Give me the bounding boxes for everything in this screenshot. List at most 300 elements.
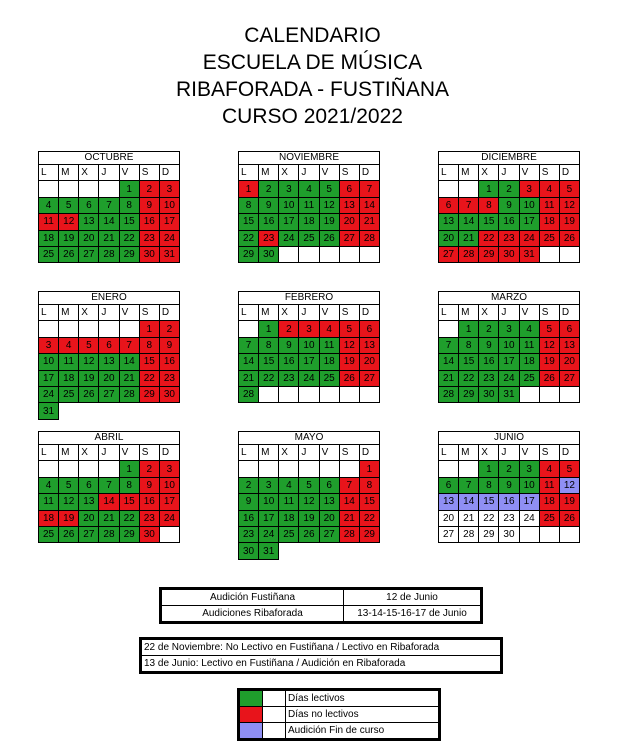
day-cell xyxy=(339,461,359,477)
notes-table xyxy=(139,637,503,674)
day-cell: 19 xyxy=(539,354,559,370)
day-cell: 7 xyxy=(359,181,379,197)
day-cell: 21 xyxy=(99,230,119,246)
week-row xyxy=(439,197,580,213)
weekday-label: M xyxy=(59,305,79,321)
day-cell: 5 xyxy=(299,477,319,493)
week-row xyxy=(439,354,580,370)
month-abril xyxy=(38,431,180,543)
weekday-header-row xyxy=(39,305,180,321)
month-name: ABRIL xyxy=(38,431,180,444)
week-row xyxy=(439,246,580,262)
day-cell: 29 xyxy=(359,526,379,542)
weekday-header-row xyxy=(39,165,180,181)
day-cell xyxy=(299,386,319,402)
day-cell: 7 xyxy=(99,197,119,213)
month-name: JUNIO xyxy=(438,431,580,444)
day-cell: 16 xyxy=(139,214,159,230)
day-cell: 25 xyxy=(539,510,559,526)
weekday-label: S xyxy=(539,445,559,461)
day-cell: 2 xyxy=(139,461,159,477)
weekday-label: V xyxy=(319,445,339,461)
weekday-label: X xyxy=(479,165,499,181)
day-cell: 17 xyxy=(499,354,519,370)
day-cell: 16 xyxy=(139,494,159,510)
day-cell: 4 xyxy=(59,337,79,353)
day-cell xyxy=(279,543,299,559)
day-cell xyxy=(59,461,79,477)
day-cell: 12 xyxy=(59,214,79,230)
day-cell: 7 xyxy=(239,337,259,353)
week-row xyxy=(239,386,380,402)
month-name: MAYO xyxy=(238,431,380,444)
day-cell xyxy=(139,403,159,419)
day-cell xyxy=(559,386,579,402)
day-cell: 16 xyxy=(239,510,259,526)
day-cell xyxy=(79,403,99,419)
day-cell: 24 xyxy=(299,370,319,386)
legend-swatch xyxy=(240,707,263,723)
day-cell: 23 xyxy=(499,510,519,526)
day-cell: 24 xyxy=(39,386,59,402)
day-cell: 22 xyxy=(479,230,499,246)
day-cell: 22 xyxy=(239,230,259,246)
weekday-label: L xyxy=(239,445,259,461)
weekday-label: V xyxy=(119,305,139,321)
day-cell: 28 xyxy=(459,526,479,542)
day-cell xyxy=(339,246,359,262)
day-cell: 3 xyxy=(159,181,179,197)
weekday-label: S xyxy=(139,445,159,461)
day-cell: 10 xyxy=(259,494,279,510)
day-cell: 15 xyxy=(139,354,159,370)
day-cell: 10 xyxy=(299,337,319,353)
day-cell: 25 xyxy=(279,526,299,542)
weekday-label: V xyxy=(119,165,139,181)
day-cell: 4 xyxy=(539,181,559,197)
day-cell: 7 xyxy=(99,477,119,493)
day-cell: 10 xyxy=(519,197,539,213)
day-cell: 14 xyxy=(439,354,459,370)
week-row xyxy=(39,370,180,386)
day-cell: 27 xyxy=(319,526,339,542)
day-cell: 9 xyxy=(239,494,259,510)
day-cell: 18 xyxy=(539,214,559,230)
day-cell: 10 xyxy=(39,354,59,370)
day-cell: 30 xyxy=(499,526,519,542)
day-cell: 2 xyxy=(239,477,259,493)
day-cell: 11 xyxy=(519,337,539,353)
day-cell: 5 xyxy=(539,321,559,337)
day-cell: 22 xyxy=(119,510,139,526)
day-cell: 16 xyxy=(259,214,279,230)
month-name: FEBRERO xyxy=(238,291,380,304)
day-cell: 6 xyxy=(319,477,339,493)
day-cell: 12 xyxy=(539,337,559,353)
day-cell: 15 xyxy=(239,214,259,230)
day-cell: 21 xyxy=(359,214,379,230)
day-cell: 23 xyxy=(499,230,519,246)
day-cell: 13 xyxy=(319,494,339,510)
day-cell: 23 xyxy=(239,526,259,542)
day-cell xyxy=(259,461,279,477)
day-cell: 10 xyxy=(159,477,179,493)
day-cell xyxy=(539,526,559,542)
day-cell xyxy=(299,543,319,559)
day-cell xyxy=(339,543,359,559)
weekday-label: J xyxy=(299,445,319,461)
week-row xyxy=(439,181,580,197)
day-cell xyxy=(279,461,299,477)
day-cell: 23 xyxy=(139,230,159,246)
day-cell: 26 xyxy=(539,370,559,386)
day-cell: 20 xyxy=(79,230,99,246)
day-cell: 21 xyxy=(99,510,119,526)
title-line-4: CURSO 2021/2022 xyxy=(222,105,403,128)
day-cell xyxy=(359,246,379,262)
day-cell: 24 xyxy=(159,230,179,246)
day-cell: 25 xyxy=(299,230,319,246)
day-cell: 24 xyxy=(279,230,299,246)
day-cell xyxy=(259,386,279,402)
weekday-label: X xyxy=(79,165,99,181)
day-cell: 12 xyxy=(559,197,579,213)
day-cell: 22 xyxy=(359,510,379,526)
weekday-label: M xyxy=(59,165,79,181)
day-cell: 8 xyxy=(139,337,159,353)
day-cell: 6 xyxy=(79,477,99,493)
day-cell: 13 xyxy=(339,197,359,213)
day-cell: 14 xyxy=(459,214,479,230)
day-cell: 15 xyxy=(119,214,139,230)
day-cell: 4 xyxy=(519,321,539,337)
week-row xyxy=(439,461,580,477)
day-cell: 20 xyxy=(99,370,119,386)
auditions-table xyxy=(159,587,483,624)
weekday-header-row xyxy=(239,305,380,321)
note-text: 13 de Junio: Lectivo en Fustiñana / Audición en Ribaforada xyxy=(142,656,501,672)
day-cell: 17 xyxy=(299,354,319,370)
day-cell: 18 xyxy=(279,510,299,526)
day-cell: 30 xyxy=(499,246,519,262)
weekday-label: X xyxy=(79,305,99,321)
day-cell: 28 xyxy=(99,526,119,542)
day-cell: 31 xyxy=(499,386,519,402)
day-cell: 1 xyxy=(119,181,139,197)
day-cell xyxy=(79,461,99,477)
week-row xyxy=(239,246,380,262)
month-junio xyxy=(438,431,580,543)
day-cell: 19 xyxy=(559,494,579,510)
weekday-label: D xyxy=(359,305,379,321)
day-cell: 27 xyxy=(439,246,459,262)
title-line-2: ESCUELA DE MÚSICA xyxy=(202,51,423,74)
day-cell: 22 xyxy=(459,370,479,386)
day-cell: 17 xyxy=(279,214,299,230)
weekday-label: L xyxy=(239,165,259,181)
audition-row xyxy=(162,606,481,622)
day-cell: 22 xyxy=(119,230,139,246)
day-cell: 14 xyxy=(339,494,359,510)
month-name: ENERO xyxy=(38,291,180,304)
day-cell xyxy=(539,246,559,262)
day-cell: 20 xyxy=(79,510,99,526)
day-cell: 8 xyxy=(359,477,379,493)
day-cell: 14 xyxy=(99,214,119,230)
day-cell: 18 xyxy=(39,230,59,246)
day-cell: 11 xyxy=(39,214,59,230)
day-cell: 2 xyxy=(279,321,299,337)
week-row xyxy=(39,337,180,353)
weekday-label: L xyxy=(39,445,59,461)
day-cell: 26 xyxy=(319,230,339,246)
day-cell: 7 xyxy=(119,337,139,353)
legend-row xyxy=(240,691,439,707)
day-cell: 19 xyxy=(319,214,339,230)
week-row xyxy=(39,181,180,197)
weekday-label: S xyxy=(139,305,159,321)
weekday-label: S xyxy=(539,305,559,321)
weekday-label: D xyxy=(559,445,579,461)
week-row xyxy=(239,543,380,559)
day-cell: 4 xyxy=(319,321,339,337)
day-cell: 2 xyxy=(259,181,279,197)
day-cell: 13 xyxy=(79,494,99,510)
weekday-label: S xyxy=(339,445,359,461)
weekday-label: J xyxy=(99,165,119,181)
day-cell: 23 xyxy=(159,370,179,386)
day-cell: 1 xyxy=(459,321,479,337)
legend-label: Días lectivos xyxy=(286,691,439,707)
day-cell: 18 xyxy=(519,354,539,370)
day-cell xyxy=(99,403,119,419)
day-cell: 2 xyxy=(139,181,159,197)
day-cell: 27 xyxy=(79,526,99,542)
day-cell: 25 xyxy=(539,230,559,246)
day-cell: 5 xyxy=(59,477,79,493)
day-cell: 19 xyxy=(339,354,359,370)
day-cell: 16 xyxy=(479,354,499,370)
day-cell: 17 xyxy=(39,370,59,386)
day-cell: 1 xyxy=(479,181,499,197)
day-cell: 17 xyxy=(159,494,179,510)
day-cell: 20 xyxy=(339,214,359,230)
audition-name: Audición Fustiñana xyxy=(162,590,344,606)
weekday-label: S xyxy=(139,165,159,181)
day-cell: 2 xyxy=(479,321,499,337)
week-row xyxy=(39,214,180,230)
day-cell: 1 xyxy=(119,461,139,477)
weekday-label: M xyxy=(259,445,279,461)
week-row xyxy=(239,197,380,213)
legend-spacer xyxy=(263,707,286,723)
week-row xyxy=(39,230,180,246)
day-cell: 30 xyxy=(239,543,259,559)
week-row xyxy=(239,461,380,477)
month-name: MARZO xyxy=(438,291,580,304)
weekday-label: J xyxy=(499,445,519,461)
month-name: DICIEMBRE xyxy=(438,151,580,164)
note-row xyxy=(142,656,501,672)
day-cell: 17 xyxy=(519,494,539,510)
weekday-label: M xyxy=(459,305,479,321)
week-row xyxy=(439,214,580,230)
day-cell: 16 xyxy=(499,214,519,230)
day-cell: 28 xyxy=(339,526,359,542)
week-row xyxy=(439,494,580,510)
day-cell: 2 xyxy=(159,321,179,337)
day-cell xyxy=(319,461,339,477)
day-cell: 4 xyxy=(539,461,559,477)
day-cell: 27 xyxy=(439,526,459,542)
day-cell: 15 xyxy=(119,494,139,510)
day-cell: 29 xyxy=(139,386,159,402)
day-cell: 9 xyxy=(279,337,299,353)
week-row xyxy=(39,461,180,477)
day-cell: 21 xyxy=(459,230,479,246)
day-cell: 5 xyxy=(79,337,99,353)
day-cell: 22 xyxy=(259,370,279,386)
day-cell xyxy=(439,181,459,197)
day-cell: 11 xyxy=(319,337,339,353)
day-cell: 9 xyxy=(479,337,499,353)
day-cell: 19 xyxy=(559,214,579,230)
day-cell: 28 xyxy=(239,386,259,402)
weekday-label: L xyxy=(439,445,459,461)
day-cell xyxy=(159,403,179,419)
day-cell: 9 xyxy=(499,477,519,493)
day-cell: 13 xyxy=(439,214,459,230)
day-cell xyxy=(539,386,559,402)
week-row xyxy=(39,197,180,213)
day-cell: 23 xyxy=(139,510,159,526)
week-row xyxy=(39,510,180,526)
day-cell: 17 xyxy=(519,214,539,230)
day-cell: 27 xyxy=(79,246,99,262)
day-cell: 7 xyxy=(439,337,459,353)
legend-label: Audición Fin de curso xyxy=(286,723,439,739)
day-cell: 11 xyxy=(539,477,559,493)
legend-swatch xyxy=(240,723,263,739)
day-cell xyxy=(99,461,119,477)
day-cell: 12 xyxy=(559,477,579,493)
week-row xyxy=(239,354,380,370)
day-cell xyxy=(319,543,339,559)
day-cell: 1 xyxy=(139,321,159,337)
day-cell: 26 xyxy=(59,526,79,542)
week-row xyxy=(239,510,380,526)
day-cell: 4 xyxy=(39,197,59,213)
weekday-label: D xyxy=(159,445,179,461)
day-cell xyxy=(299,461,319,477)
week-row xyxy=(239,477,380,493)
day-cell: 7 xyxy=(459,197,479,213)
week-row xyxy=(239,230,380,246)
legend-spacer xyxy=(263,691,286,707)
day-cell: 2 xyxy=(499,181,519,197)
weekday-label: L xyxy=(39,305,59,321)
day-cell: 28 xyxy=(439,386,459,402)
day-cell: 3 xyxy=(499,321,519,337)
day-cell: 9 xyxy=(139,477,159,493)
weekday-label: X xyxy=(279,305,299,321)
day-cell xyxy=(239,461,259,477)
day-cell: 18 xyxy=(539,494,559,510)
weekday-label: D xyxy=(159,305,179,321)
day-cell xyxy=(439,461,459,477)
day-cell: 13 xyxy=(359,337,379,353)
weekday-label: V xyxy=(519,445,539,461)
day-cell: 1 xyxy=(359,461,379,477)
weekday-label: S xyxy=(339,165,359,181)
day-cell: 30 xyxy=(139,246,159,262)
day-cell xyxy=(119,403,139,419)
weekday-label: J xyxy=(499,165,519,181)
week-row xyxy=(39,526,180,542)
day-cell: 25 xyxy=(39,246,59,262)
day-cell: 26 xyxy=(339,370,359,386)
day-cell: 8 xyxy=(259,337,279,353)
day-cell xyxy=(519,526,539,542)
month-febrero xyxy=(238,291,380,403)
day-cell: 16 xyxy=(279,354,299,370)
weekday-label: J xyxy=(299,165,319,181)
weekday-label: V xyxy=(319,305,339,321)
day-cell: 11 xyxy=(299,197,319,213)
day-cell: 15 xyxy=(459,354,479,370)
week-row xyxy=(439,477,580,493)
day-cell: 15 xyxy=(259,354,279,370)
day-cell: 22 xyxy=(139,370,159,386)
day-cell: 24 xyxy=(259,526,279,542)
day-cell xyxy=(459,461,479,477)
legend-row xyxy=(240,707,439,723)
week-row xyxy=(39,477,180,493)
day-cell: 8 xyxy=(459,337,479,353)
day-cell: 24 xyxy=(499,370,519,386)
day-cell: 9 xyxy=(139,197,159,213)
weekday-label: S xyxy=(539,165,559,181)
day-cell xyxy=(299,246,319,262)
month-noviembre xyxy=(238,151,380,263)
day-cell: 20 xyxy=(559,354,579,370)
day-cell: 28 xyxy=(119,386,139,402)
day-cell: 5 xyxy=(59,197,79,213)
day-cell: 3 xyxy=(519,461,539,477)
week-row xyxy=(239,370,380,386)
day-cell: 13 xyxy=(99,354,119,370)
week-row xyxy=(439,510,580,526)
day-cell: 8 xyxy=(479,477,499,493)
weekday-label: X xyxy=(479,305,499,321)
day-cell: 3 xyxy=(259,477,279,493)
day-cell: 5 xyxy=(559,461,579,477)
weekday-label: V xyxy=(319,165,339,181)
day-cell: 24 xyxy=(519,230,539,246)
day-cell: 7 xyxy=(339,477,359,493)
day-cell: 14 xyxy=(99,494,119,510)
day-cell: 31 xyxy=(39,403,59,419)
weekday-label: V xyxy=(119,445,139,461)
day-cell: 3 xyxy=(159,461,179,477)
weekday-label: D xyxy=(559,165,579,181)
day-cell: 18 xyxy=(59,370,79,386)
day-cell: 15 xyxy=(479,214,499,230)
week-row xyxy=(239,214,380,230)
week-row xyxy=(439,230,580,246)
day-cell: 6 xyxy=(439,197,459,213)
day-cell: 30 xyxy=(259,246,279,262)
